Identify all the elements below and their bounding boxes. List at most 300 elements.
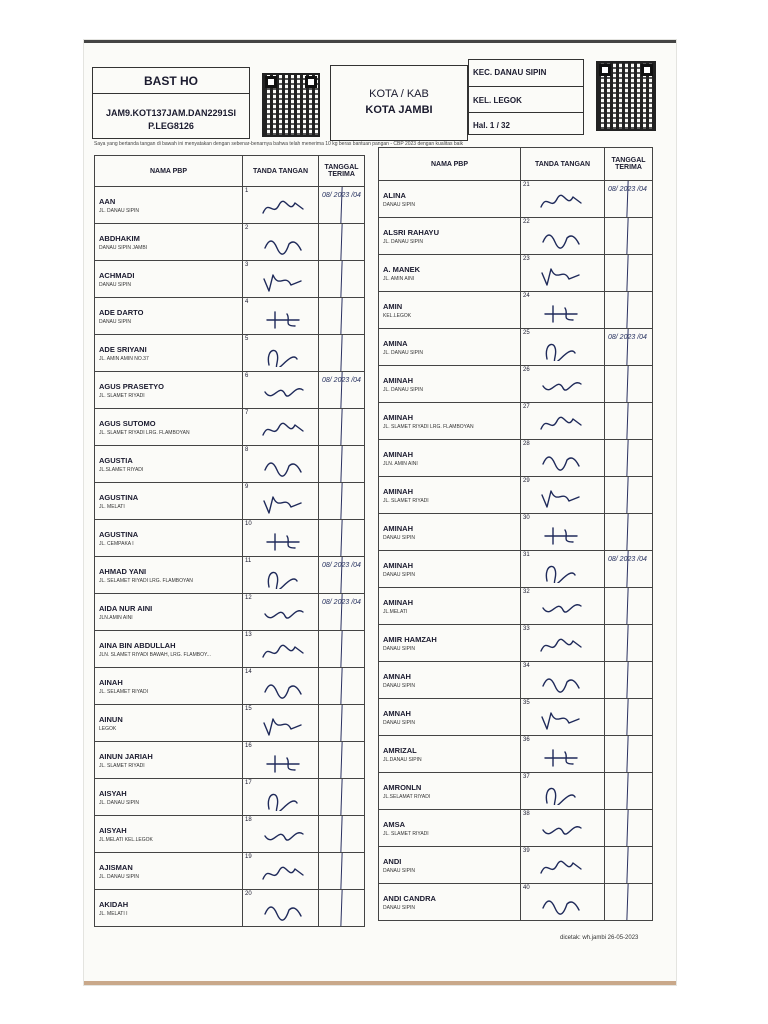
recipient-name: AGUS PRASETYO	[99, 382, 165, 391]
recipient-name: AMINAH	[383, 450, 413, 459]
row-number: 29	[523, 478, 530, 484]
recipient-name: AINAH	[99, 678, 123, 687]
recipient-address: JLN.AMIN AINI	[99, 615, 133, 621]
date-received-cell	[605, 699, 653, 736]
kota-label: KOTA / KAB	[369, 88, 429, 100]
recipient-address: JL. DANAU SIPIN	[99, 800, 140, 806]
date-received-cell	[605, 292, 653, 329]
recipient-address: JL. DANAU SIPIN	[383, 239, 424, 245]
table-row	[95, 816, 365, 853]
recipient-name: ABDHAKIM	[99, 234, 140, 243]
table-row	[95, 409, 365, 446]
signature-cell	[521, 366, 605, 403]
recipient-address: JL.MELATI	[383, 609, 408, 615]
recipient-name: AJISMAN	[99, 863, 133, 872]
recipient-name: AMSA	[383, 820, 406, 829]
date-received-cell	[319, 372, 365, 409]
signature-cell	[521, 514, 605, 551]
signature-cell	[521, 181, 605, 218]
recipient-name: AMINAH	[383, 376, 413, 385]
recipient-name-cell	[379, 440, 521, 477]
row-number: 24	[523, 293, 530, 299]
recipient-name: AMINA	[383, 339, 408, 348]
table-row	[95, 631, 365, 668]
recipient-address: JL. MELATI I	[99, 911, 128, 917]
date-received-cell	[605, 588, 653, 625]
table-row	[95, 224, 365, 261]
handwritten-signature	[539, 522, 583, 546]
recipient-name-cell	[379, 662, 521, 699]
recipient-address: JL. DANAU SIPIN	[99, 208, 140, 214]
recipient-name: AINA BIN ABDULLAH	[99, 641, 176, 650]
table-row	[95, 742, 365, 779]
handwritten-signature	[539, 411, 583, 435]
row-number: 39	[523, 848, 530, 854]
signature-cell	[243, 668, 319, 705]
handwritten-signature	[539, 633, 583, 657]
column-header-date: TANGGAL TERIMA	[605, 148, 653, 181]
recipient-address: JL.SELAMAT RIYADI	[383, 794, 431, 800]
date-received-cell	[319, 816, 365, 853]
signature-cell	[521, 255, 605, 292]
table-row	[379, 403, 653, 440]
recipient-address: DANAU SIPIN	[383, 720, 415, 726]
date-received: 08/ 2023 /04	[608, 186, 647, 193]
date-received: 08/ 2023 /04	[322, 599, 361, 606]
column-header-name: NAMA PBP	[95, 156, 243, 187]
row-number: 13	[245, 632, 252, 638]
signature-cell	[243, 779, 319, 816]
date-received-cell	[605, 255, 653, 292]
signature-cell	[521, 440, 605, 477]
row-number: 27	[523, 404, 530, 410]
handwritten-signature	[261, 269, 305, 293]
date-received-cell	[605, 514, 653, 551]
handwritten-signature	[539, 263, 583, 287]
kecamatan: KEC. DANAU SIPIN	[473, 68, 547, 77]
row-number: 8	[245, 447, 249, 453]
recipient-name: AMIR HAMZAH	[383, 635, 437, 644]
recipient-name-cell	[379, 625, 521, 662]
row-number: 26	[523, 367, 530, 373]
row-number: 11	[245, 558, 252, 564]
signature-cell	[243, 594, 319, 631]
column-header-signature: TANDA TANGAN	[521, 148, 605, 181]
recipient-name-cell	[95, 668, 243, 705]
table-row	[379, 255, 653, 292]
recipient-address: JL.SLAMET RIYADI	[99, 467, 144, 473]
recipient-name: ANDI CANDRA	[383, 894, 436, 903]
recipient-name: AGUS SUTOMO	[99, 419, 156, 428]
recipient-name-cell	[95, 779, 243, 816]
recipient-name-cell	[95, 557, 243, 594]
row-number: 14	[245, 669, 252, 675]
recipient-name: A. MANEK	[383, 265, 421, 274]
recipient-name-cell	[379, 884, 521, 921]
recipient-address: DANAU SIPIN	[383, 535, 415, 541]
handwritten-signature	[539, 596, 583, 620]
table-row	[95, 483, 365, 520]
signature-cell	[243, 446, 319, 483]
page-number: Hal. 1 / 32	[473, 121, 510, 130]
recipient-name-cell	[379, 699, 521, 736]
recipient-name: AISYAH	[99, 826, 127, 835]
recipient-address: JL. DANAU SIPIN	[383, 350, 424, 356]
recipient-address: KEL.LEGOK	[383, 313, 412, 319]
recipient-name: ANDI	[383, 857, 402, 866]
date-received-cell	[319, 853, 365, 890]
recipient-name: AMINAH	[383, 561, 413, 570]
recipient-address: DANAU SIPIN	[383, 683, 415, 689]
row-number: 5	[245, 336, 249, 342]
date-received-cell	[605, 625, 653, 662]
date-received-cell	[605, 477, 653, 514]
recipient-name-cell	[95, 446, 243, 483]
table-row	[95, 520, 365, 557]
row-number: 12	[245, 595, 252, 601]
handwritten-signature	[261, 306, 305, 330]
recipient-address: JL. CEMPAKA I	[99, 541, 134, 547]
table-row	[379, 329, 653, 366]
table-row	[379, 736, 653, 773]
recipient-address: JL. SLAMET RIYADI LRG. FLAMBOYAN	[99, 430, 190, 436]
recipient-name-cell	[379, 810, 521, 847]
table-row	[95, 853, 365, 890]
table-row	[379, 884, 653, 921]
row-number: 38	[523, 811, 530, 817]
row-number: 32	[523, 589, 530, 595]
handwritten-signature	[539, 781, 583, 805]
date-received: 08/ 2023 /04	[608, 334, 647, 341]
recipient-name-cell	[379, 181, 521, 218]
date-received: 08/ 2023 /04	[322, 562, 361, 569]
handwritten-signature	[261, 454, 305, 478]
signature-cell	[521, 847, 605, 884]
recipient-address: JL. SLAMET RIYADI	[383, 831, 429, 837]
handwritten-signature	[261, 713, 305, 737]
row-number: 25	[523, 330, 530, 336]
recipient-address: JL. AMIN AMIN NO.37	[99, 356, 149, 362]
table-row	[95, 890, 365, 927]
handwritten-signature	[261, 417, 305, 441]
signature-cell	[521, 810, 605, 847]
signature-cell	[243, 631, 319, 668]
signature-cell	[243, 409, 319, 446]
recipient-address: JL. MELATI	[99, 504, 125, 510]
recipient-name: AMRIZAL	[383, 746, 417, 755]
recipient-name-cell	[379, 551, 521, 588]
row-number: 31	[523, 552, 530, 558]
date-received-cell	[319, 779, 365, 816]
date-received-cell	[319, 409, 365, 446]
handwritten-signature	[261, 898, 305, 922]
kota-value: KOTA JAMBI	[365, 104, 433, 116]
recipient-name: AAN	[99, 197, 116, 206]
recipient-name: AISYAH	[99, 789, 127, 798]
row-number: 9	[245, 484, 249, 490]
recipient-name-cell	[95, 261, 243, 298]
handwritten-signature	[261, 676, 305, 700]
handwritten-signature	[539, 226, 583, 250]
signature-cell	[521, 662, 605, 699]
date-received-cell	[605, 773, 653, 810]
recipient-address: JL. SLAMET RIYADI	[99, 393, 145, 399]
signature-cell	[521, 218, 605, 255]
signature-cell	[243, 742, 319, 779]
signature-cell	[521, 292, 605, 329]
table-row	[379, 810, 653, 847]
recipient-name-cell	[95, 631, 243, 668]
table-row	[379, 440, 653, 477]
signature-cell	[243, 224, 319, 261]
recipient-address: DANAU SIPIN	[383, 905, 415, 911]
recipient-address: JL. AMIN AINI	[383, 276, 415, 282]
handwritten-signature	[261, 491, 305, 515]
handwritten-signature	[539, 670, 583, 694]
recipient-name-cell	[95, 224, 243, 261]
handwritten-signature	[539, 189, 583, 213]
qr-code-icon	[262, 73, 320, 137]
handwritten-signature	[539, 448, 583, 472]
signature-cell	[243, 890, 319, 927]
date-received-cell	[605, 662, 653, 699]
print-footer: dicetak: wh.jambi 26-05-2023	[560, 935, 639, 941]
handwritten-signature	[261, 787, 305, 811]
recipient-address: JL. SELAMET RIYADI LRG. FLAMBOYAN	[99, 578, 193, 584]
recipient-name: AINUN JARIAH	[99, 752, 153, 761]
signature-cell	[521, 477, 605, 514]
document-page	[84, 40, 676, 985]
recipient-name-cell	[95, 520, 243, 557]
signature-cell	[243, 372, 319, 409]
recipient-address: DANAU SIPIN	[99, 282, 131, 288]
handwritten-signature	[539, 559, 583, 583]
row-number: 1	[245, 188, 249, 194]
table-row	[95, 779, 365, 816]
date-received: 08/ 2023 /04	[608, 556, 647, 563]
recipient-name-cell	[379, 736, 521, 773]
date-received-cell	[605, 329, 653, 366]
date-received-cell	[319, 705, 365, 742]
date-received-cell	[605, 366, 653, 403]
handwritten-signature	[539, 892, 583, 916]
row-number: 37	[523, 774, 530, 780]
recipient-name-cell	[379, 292, 521, 329]
date-received-cell	[319, 594, 365, 631]
table-row	[95, 557, 365, 594]
document-code-line-1: JAM9.KOT137JAM.DAN2291SI	[105, 108, 237, 118]
kelurahan: KEL. LEGOK	[473, 96, 522, 105]
column-header-signature: TANDA TANGAN	[243, 156, 319, 187]
signature-cell	[243, 557, 319, 594]
row-number: 15	[245, 706, 252, 712]
date-received-cell	[319, 557, 365, 594]
recipient-name: AMINAH	[383, 524, 413, 533]
recipient-name-cell	[379, 773, 521, 810]
recipient-name: AMINAH	[383, 413, 413, 422]
row-number: 35	[523, 700, 530, 706]
recipient-name-cell	[379, 255, 521, 292]
signature-cell	[243, 261, 319, 298]
recipient-name: AMINAH	[383, 487, 413, 496]
recipient-name: AGUSTINA	[99, 493, 139, 502]
date-received-cell	[605, 884, 653, 921]
recipient-name: AMRONLN	[383, 783, 422, 792]
signature-cell	[243, 335, 319, 372]
title-box	[92, 67, 250, 139]
recipient-name: AINUN	[99, 715, 123, 724]
row-number: 36	[523, 737, 530, 743]
recipient-name: AMNAH	[383, 672, 411, 681]
handwritten-signature	[261, 824, 305, 848]
recipient-address: JLN. SLAMET RIYADI BAWAH, LRG. FLAMBOY...	[99, 652, 211, 658]
date-received-cell	[605, 736, 653, 773]
recipient-address: DANAU SIPIN	[383, 646, 415, 652]
date-received-cell	[319, 446, 365, 483]
signature-cell	[243, 705, 319, 742]
date-received: 08/ 2023 /04	[322, 377, 361, 384]
recipient-address: JL. SLAMET RIYADI	[99, 763, 145, 769]
date-received-cell	[605, 218, 653, 255]
signature-cell	[521, 699, 605, 736]
recipient-name-cell	[379, 588, 521, 625]
signature-cell	[521, 884, 605, 921]
row-number: 2	[245, 225, 249, 231]
table-row	[95, 705, 365, 742]
recipient-name-cell	[379, 477, 521, 514]
table-row	[379, 218, 653, 255]
recipient-name: AHMAD YANI	[99, 567, 147, 576]
handwritten-signature	[539, 744, 583, 768]
recipient-address: DANAU SIPIN	[383, 868, 415, 874]
handwritten-signature	[539, 300, 583, 324]
recipient-name-cell	[379, 218, 521, 255]
row-number: 16	[245, 743, 252, 749]
document-code-line-2: P.LEG8126	[148, 121, 194, 131]
recipient-name: AGUSTINA	[99, 530, 139, 539]
table-row	[95, 261, 365, 298]
handwritten-signature	[261, 380, 305, 404]
date-received-cell	[605, 403, 653, 440]
handwritten-signature	[261, 565, 305, 589]
table-row	[95, 594, 365, 631]
table-row	[379, 477, 653, 514]
recipient-name-cell	[95, 409, 243, 446]
recipient-name: ACHMADI	[99, 271, 135, 280]
column-header-name: NAMA PBP	[379, 148, 521, 181]
date-received-cell	[319, 261, 365, 298]
qr-code-icon	[596, 61, 656, 131]
date-received-cell	[319, 335, 365, 372]
handwritten-signature	[261, 602, 305, 626]
recipient-name-cell	[95, 298, 243, 335]
recipient-address: DANAU SIPIN	[99, 319, 131, 325]
statement-text: Saya yang bertanda tangan di bawah ini menyatakan dengan sebenar-benarnya bahwa telah menerima 10 kg beras bantuan pangan - CBP 2023 dengan kualitas baik	[94, 141, 464, 147]
signature-cell	[521, 329, 605, 366]
row-number: 17	[245, 780, 252, 786]
signature-cell	[243, 187, 319, 224]
handwritten-signature	[539, 374, 583, 398]
table-row	[95, 372, 365, 409]
handwritten-signature	[261, 861, 305, 885]
table-row	[379, 292, 653, 329]
signature-cell	[521, 551, 605, 588]
table-row	[95, 446, 365, 483]
row-number: 6	[245, 373, 249, 379]
recipient-name: AMIN	[383, 302, 403, 311]
row-number: 18	[245, 817, 252, 823]
recipient-name-cell	[95, 594, 243, 631]
recipient-name-cell	[379, 403, 521, 440]
row-number: 34	[523, 663, 530, 669]
recipient-name-cell	[379, 329, 521, 366]
table-row	[95, 298, 365, 335]
recipient-address: JL. SELAMET RIYADI	[99, 689, 148, 695]
date-received-cell	[605, 847, 653, 884]
date-received-cell	[605, 551, 653, 588]
handwritten-signature	[261, 232, 305, 256]
row-number: 20	[245, 891, 252, 897]
table-row	[95, 187, 365, 224]
recipient-name: ALSRI RAHAYU	[383, 228, 439, 237]
row-number: 3	[245, 262, 249, 268]
recipient-name: ADE SRIYANI	[99, 345, 147, 354]
signature-cell	[243, 520, 319, 557]
signature-cell	[521, 625, 605, 662]
handwritten-signature	[539, 818, 583, 842]
recipient-table-left	[94, 155, 365, 927]
recipient-name-cell	[95, 372, 243, 409]
recipient-name: AIDA NUR AINI	[99, 604, 153, 613]
recipient-name-cell	[379, 514, 521, 551]
table-row	[379, 773, 653, 810]
row-number: 4	[245, 299, 249, 305]
table-row	[379, 514, 653, 551]
date-received-cell	[605, 181, 653, 218]
table-row	[379, 366, 653, 403]
recipient-address: DANAU SIPIN	[383, 202, 415, 208]
recipient-name: AGUSTIA	[99, 456, 133, 465]
recipient-address: JL.DANAU SIPIN	[383, 757, 422, 763]
recipient-address: JL. DANAU SIPIN	[99, 874, 140, 880]
table-row	[379, 847, 653, 884]
row-number: 21	[523, 182, 530, 188]
recipient-address: JL. SLAMET RIYADI	[383, 498, 429, 504]
recipient-name-cell	[95, 853, 243, 890]
table-row	[379, 662, 653, 699]
row-number: 28	[523, 441, 530, 447]
date-received-cell	[319, 520, 365, 557]
signature-cell	[521, 588, 605, 625]
recipient-name-cell	[95, 187, 243, 224]
signature-cell	[243, 853, 319, 890]
handwritten-signature	[539, 855, 583, 879]
location-box	[468, 59, 584, 135]
recipient-name: AMNAH	[383, 709, 411, 718]
recipient-name-cell	[95, 816, 243, 853]
recipient-name-cell	[379, 847, 521, 884]
column-header-date: TANGGAL TERIMA	[319, 156, 365, 187]
handwritten-signature	[261, 750, 305, 774]
handwritten-signature	[539, 485, 583, 509]
recipient-address: JLN. AMIN AINI	[383, 461, 418, 467]
handwritten-signature	[261, 639, 305, 663]
date-received-cell	[319, 890, 365, 927]
row-number: 19	[245, 854, 252, 860]
row-number: 33	[523, 626, 530, 632]
recipient-address: DANAU SIPIN	[383, 572, 415, 578]
table-row	[379, 625, 653, 662]
